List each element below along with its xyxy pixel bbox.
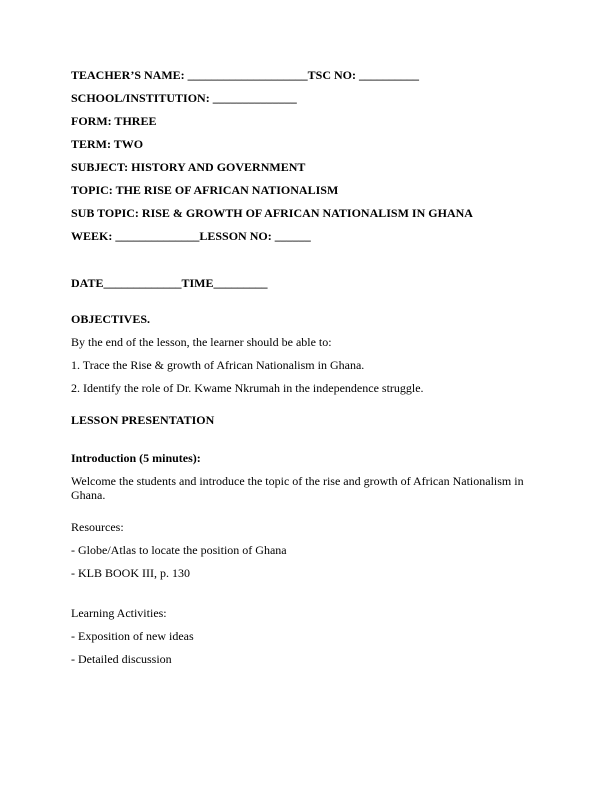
form-line: FORM: THREE (71, 114, 157, 128)
introduction-heading: Introduction (5 minutes): (71, 451, 201, 465)
sub-topic-line: SUB TOPIC: RISE & GROWTH OF AFRICAN NATIONALISM IN GHANA (71, 206, 473, 220)
objective-item-2: 2. Identify the role of Dr. Kwame Nkrumah in the independence struggle. (71, 381, 424, 395)
learning-activities-heading: Learning Activities: (71, 606, 167, 620)
introduction-body: Welcome the students and introduce the topic of the rise and growth of African Nationalism in Ghana. (71, 474, 527, 502)
objectives-intro: By the end of the lesson, the learner should be able to: (71, 335, 332, 349)
resources-heading: Resources: (71, 520, 124, 534)
activity-item-2: - Detailed discussion (71, 652, 172, 666)
topic-line: TOPIC: THE RISE OF AFRICAN NATIONALISM (71, 183, 339, 197)
resource-item-1: - Globe/Atlas to locate the position of Ghana (71, 543, 287, 557)
school-institution-line: SCHOOL/INSTITUTION: ______________ (71, 91, 297, 105)
activity-item-1: - Exposition of new ideas (71, 629, 194, 643)
resource-item-2: - KLB BOOK III, p. 130 (71, 566, 190, 580)
objectives-heading: OBJECTIVES. (71, 312, 151, 326)
term-line: TERM: TWO (71, 137, 144, 151)
lesson-presentation-heading: LESSON PRESENTATION (71, 413, 215, 427)
objective-item-1: 1. Trace the Rise & growth of African Nationalism in Ghana. (71, 358, 365, 372)
teacher-name-tsc-line: TEACHER’S NAME: ____________________TSC NO: __________ (71, 68, 420, 82)
date-time-line: DATE_____________TIME_________ (71, 276, 268, 290)
subject-line: SUBJECT: HISTORY AND GOVERNMENT (71, 160, 306, 174)
week-lesson-line: WEEK: ______________LESSON NO: ______ (71, 229, 311, 243)
